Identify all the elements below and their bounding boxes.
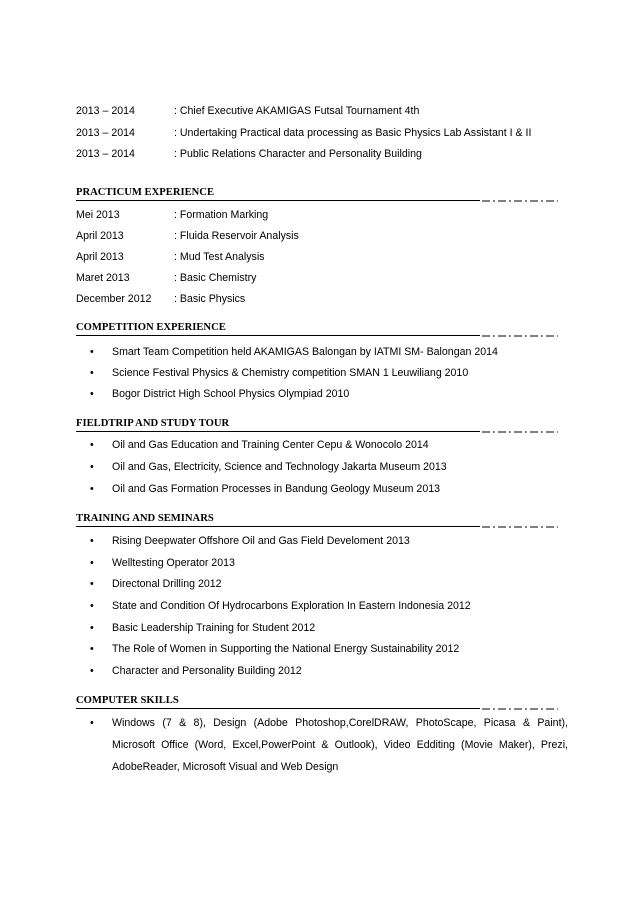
list-item-text: Smart Team Competition held AKAMIGAS Balongan by IATMI SM- Balongan 2014 (112, 346, 498, 358)
bullet-icon: • (90, 665, 94, 677)
list-item-text: Directonal Drilling 2012 (112, 578, 222, 590)
bullet-icon: • (90, 643, 94, 655)
section-rule (76, 526, 480, 527)
practicum-desc: : Formation Marking (174, 209, 269, 221)
section-rule (76, 200, 480, 201)
practicum-row (76, 291, 566, 307)
activity-date: 2013 – 2014 (76, 127, 135, 139)
practicum-date: April 2013 (76, 251, 124, 263)
bullet-icon: • (90, 483, 94, 495)
practicum-date: April 2013 (76, 230, 124, 242)
section-heading-practicum (76, 187, 558, 203)
practicum-desc: : Fluida Reservoir Analysis (174, 230, 299, 242)
list-item-text: Character and Personality Building 2012 (112, 665, 302, 677)
list-item-text: State and Condition Of Hydrocarbons Exploration In Eastern Indonesia 2012 (112, 600, 471, 612)
activity-row (76, 125, 566, 141)
list-item-text: Rising Deepwater Offshore Oil and Gas Field Develoment 2013 (112, 535, 410, 547)
bullet-icon: • (90, 461, 94, 473)
list-item-text: Oil and Gas Formation Processes in Bandung Geology Museum 2013 (112, 483, 440, 495)
bullet-icon: • (90, 622, 94, 634)
bullet-icon: • (90, 557, 94, 569)
practicum-row (76, 270, 566, 286)
list-item-text: Welltesting Operator 2013 (112, 557, 235, 569)
activity-desc: : Chief Executive AKAMIGAS Futsal Tournament 4th (174, 105, 420, 117)
bullet-icon: • (90, 717, 94, 729)
practicum-row (76, 249, 566, 265)
bullet-icon: • (90, 439, 94, 451)
list-item-text: Bogor District High School Physics Olympiad 2010 (112, 388, 350, 400)
section-heading-training (76, 513, 558, 529)
section-title: COMPUTER SKILLS (76, 695, 179, 706)
section-dash-ornament (482, 333, 558, 339)
activity-row (76, 103, 566, 119)
section-heading-competition (76, 322, 558, 338)
practicum-desc: : Mud Test Analysis (174, 251, 265, 263)
section-rule (76, 708, 480, 709)
practicum-desc: : Basic Chemistry (174, 272, 257, 284)
section-title: PRACTICUM EXPERIENCE (76, 187, 215, 198)
bullet-icon: • (90, 388, 94, 400)
practicum-date: Mei 2013 (76, 209, 120, 221)
list-item-text: The Role of Women in Supporting the National Energy Sustainability 2012 (112, 643, 460, 655)
section-rule (76, 335, 480, 336)
practicum-date: December 2012 (76, 293, 152, 305)
section-rule (76, 431, 480, 432)
bullet-icon: • (90, 578, 94, 590)
activity-row (76, 146, 566, 162)
practicum-row (76, 207, 566, 223)
activity-desc: : Undertaking Practical data processing as Basic Physics Lab Assistant I & II (174, 127, 532, 139)
section-heading-computer-skills (76, 695, 558, 711)
practicum-desc: : Basic Physics (174, 293, 246, 305)
list-item-text: Oil and Gas, Electricity, Science and Technology Jakarta Museum 2013 (112, 461, 447, 473)
list-item-text: Windows (7 & 8), Design (Adobe Photoshop,CorelDRAW, PhotoScape, Picasa & Paint), Microsoft Office (Word, Excel,PowerPoint & Outlook), Video Edditing (Movie Maker), Prezi, AdobeReader, Microsoft Visual and Web Design (112, 717, 568, 773)
activity-date: 2013 – 2014 (76, 148, 135, 160)
bullet-icon: • (90, 600, 94, 612)
practicum-row (76, 228, 566, 244)
section-dash-ornament (482, 198, 558, 204)
section-title: FIELDTRIP AND STUDY TOUR (76, 418, 230, 429)
bullet-icon: • (90, 535, 94, 547)
list-item-text: Oil and Gas Education and Training Center Cepu & Wonocolo 2014 (112, 439, 429, 451)
activity-desc: : Public Relations Character and Personality Building (174, 148, 422, 160)
bullet-icon: • (90, 367, 94, 379)
list-item-text: Basic Leadership Training for Student 2012 (112, 622, 316, 634)
section-heading-fieldtrip (76, 418, 558, 434)
section-title: COMPETITION EXPERIENCE (76, 322, 226, 333)
practicum-date: Maret 2013 (76, 272, 130, 284)
bullet-icon: • (90, 346, 94, 358)
list-item-text: Science Festival Physics & Chemistry competition SMAN 1 Leuwiliang 2010 (112, 367, 469, 379)
section-title: TRAINING AND SEMINARS (76, 513, 214, 524)
activity-date: 2013 – 2014 (76, 105, 135, 117)
